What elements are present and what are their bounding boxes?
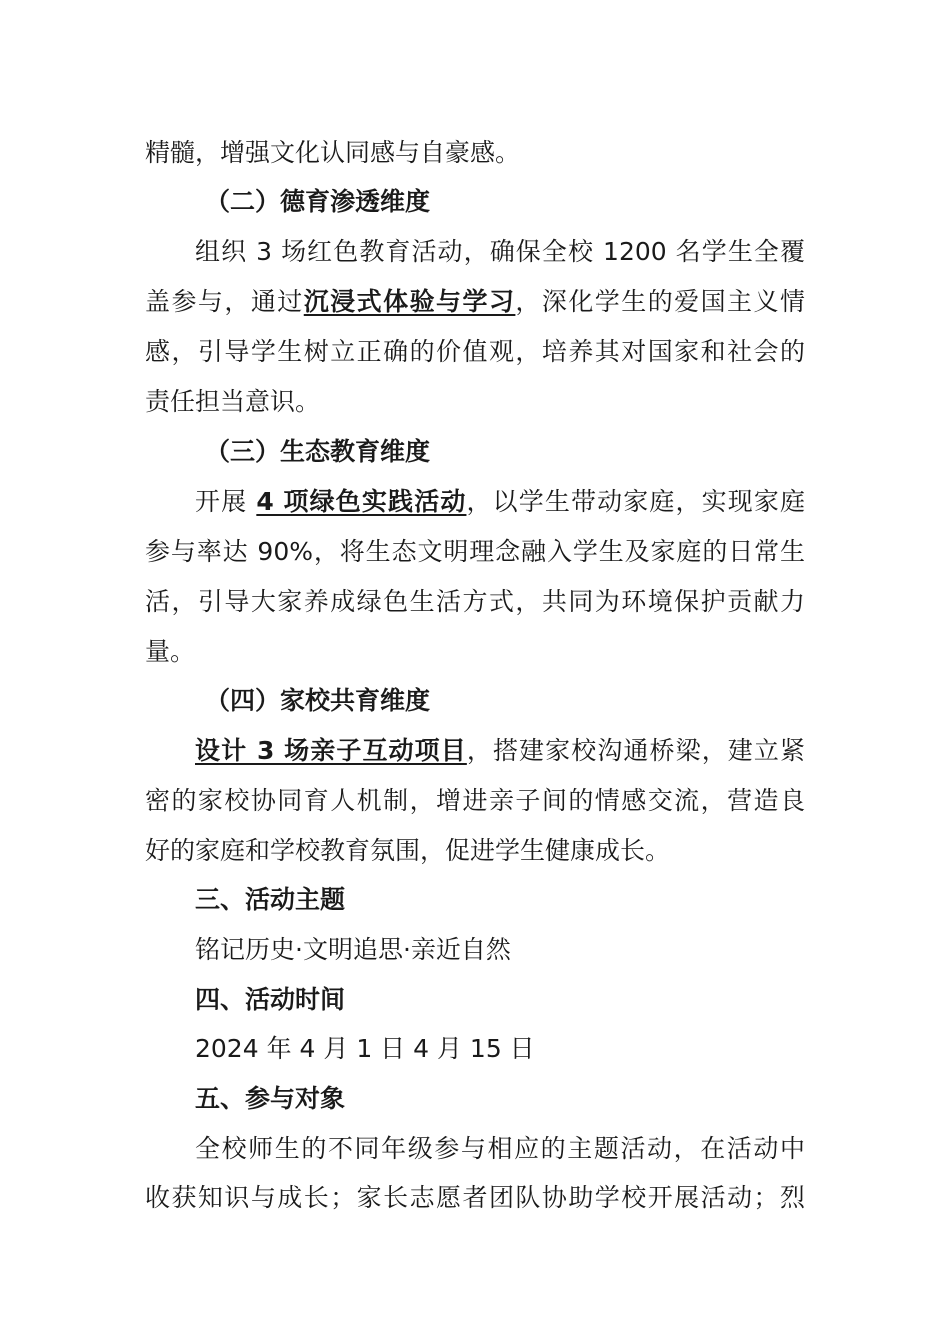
paragraph-line (195, 477, 805, 527)
text-span: 开展 (195, 487, 257, 516)
paragraph-line: 参与率达 90%，将生态文明理念融入学生及家庭的日常生 (145, 537, 805, 566)
subsection-heading-home: （四）家校共育维度 (205, 686, 431, 715)
subsection-heading-eco: （三）生态教育维度 (205, 437, 431, 466)
paragraph-line: 全校师生的不同年级参与相应的主题活动，在活动中 (195, 1134, 805, 1163)
paragraph-line: 活，引导大家养成绿色生活方式，共同为环境保护贡献力 (145, 587, 805, 616)
emphasized-text: 设计 3 场亲子互动项目 (195, 736, 467, 765)
theme-text: 铭记历史·文明追思·亲近自然 (195, 935, 511, 964)
paragraph-line (195, 726, 805, 776)
text-span: ，以学生带动家庭，实现家庭 (466, 487, 805, 516)
text-span: ，搭建家校沟通桥梁，建立紧 (466, 736, 805, 765)
paragraph-line: 责任担当意识。 (145, 387, 321, 416)
paragraph-line: 收获知识与成长；家长志愿者团队协助学校开展活动；烈 (145, 1183, 805, 1212)
paragraph-line: 感，引导学生树立正确的价值观，培养其对国家和社会的 (145, 337, 805, 366)
text-span: 盖参与，通过 (145, 287, 304, 316)
text-span: ，深化学生的爱国主义情 (515, 287, 805, 316)
section-heading-time: 四、活动时间 (195, 985, 346, 1014)
section-heading-target: 五、参与对象 (195, 1084, 346, 1113)
emphasized-text: 4 项绿色实践活动 (256, 487, 467, 516)
paragraph-line: 好的家庭和学校教育氛围，促进学生健康成长。 (145, 836, 671, 865)
paragraph-line: 量。 (145, 637, 196, 666)
paragraph-line: 组织 3 场红色教育活动，确保全校 1200 名学生全覆 (195, 237, 805, 266)
emphasized-text: 沉浸式体验与学习 (303, 287, 516, 316)
section-heading-theme: 三、活动主题 (195, 885, 346, 914)
paragraph-line: 密的家校协同育人机制，增进亲子间的情感交流，营造良 (145, 786, 805, 815)
time-text: 2024 年 4 月 1 日 4 月 15 日 (195, 1034, 535, 1063)
paragraph-line: 精髓，增强文化认同感与自豪感。 (145, 138, 521, 167)
paragraph-line (145, 277, 805, 327)
subsection-heading-moral: （二）德育渗透维度 (205, 187, 431, 216)
